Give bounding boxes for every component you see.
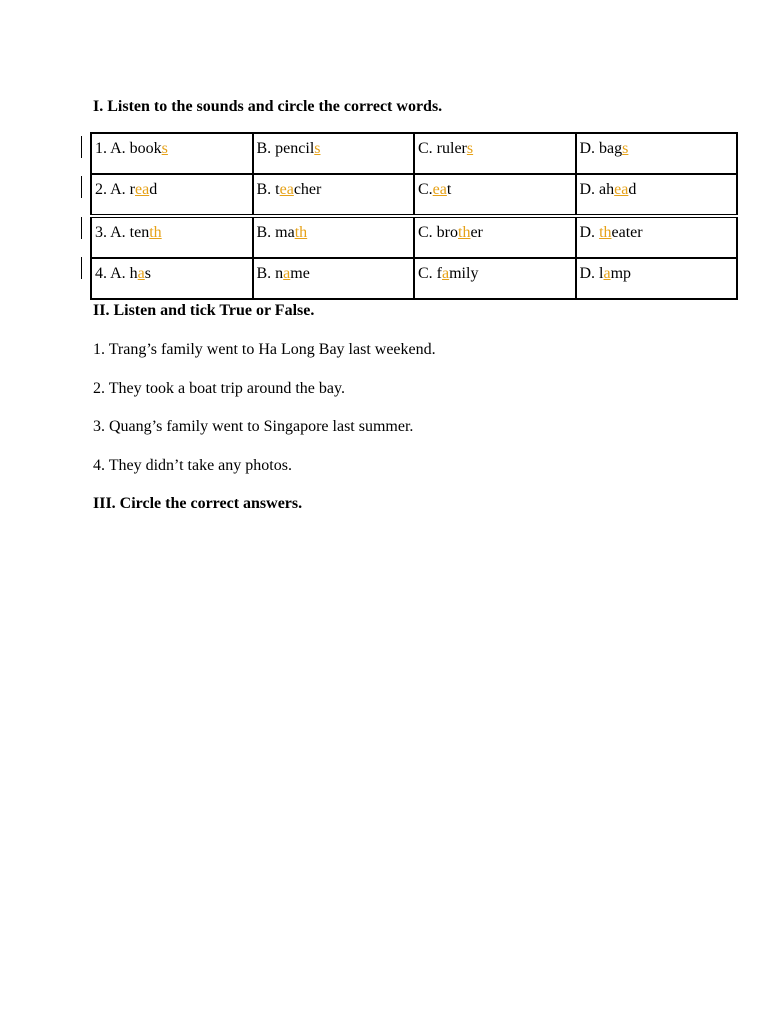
option-text-end: d — [628, 181, 637, 198]
highlighted-sound: s — [161, 140, 168, 157]
highlighted-sound: a — [442, 265, 450, 282]
option-cell[interactable] — [91, 174, 253, 216]
section-3-heading: III. Circle the correct answers. — [93, 495, 303, 512]
highlighted-sound: ea — [135, 181, 150, 198]
section-1-heading: I. Listen to the sounds and circle the correct words. — [93, 98, 443, 115]
highlighted-sound: s — [314, 140, 321, 157]
option-cell[interactable] — [576, 133, 738, 174]
statement-3: 3. Quang’s family went to Singapore last summer. — [93, 418, 414, 435]
option-cell[interactable] — [91, 133, 253, 174]
option-text-end: mily — [449, 265, 479, 282]
table-row — [91, 133, 737, 174]
option-text: D. l — [579, 265, 604, 282]
option-text: C. f — [418, 265, 442, 282]
option-text-end: me — [290, 265, 310, 282]
option-text: D. ah — [579, 181, 615, 198]
option-text-end: cher — [293, 181, 322, 198]
option-cell[interactable] — [91, 216, 253, 258]
row-marker — [81, 176, 82, 198]
option-text-end: t — [446, 181, 452, 198]
option-text: B. t — [256, 181, 280, 198]
row-marker — [81, 136, 82, 158]
option-text: 4. A. h — [95, 265, 138, 282]
option-text-end: mp — [610, 265, 632, 282]
option-text-end: eater — [611, 224, 643, 241]
option-cell[interactable] — [91, 258, 253, 299]
option-cell[interactable] — [414, 174, 576, 216]
option-text: 3. A. ten — [95, 224, 150, 241]
table-row — [91, 174, 737, 216]
option-text: 1. A. book — [95, 140, 162, 157]
highlighted-sound: s — [466, 140, 474, 157]
option-cell[interactable] — [576, 174, 738, 216]
option-cell[interactable] — [576, 216, 738, 258]
option-cell[interactable] — [253, 174, 415, 216]
option-text: B. pencil — [256, 140, 315, 157]
row-marker — [81, 217, 82, 239]
option-cell[interactable] — [414, 258, 576, 299]
option-cell[interactable] — [576, 258, 738, 299]
table-row — [91, 258, 737, 299]
highlighted-sound: ea — [279, 181, 294, 198]
highlighted-sound: th — [599, 224, 612, 241]
highlighted-sound: th — [458, 224, 471, 241]
sounds-table — [90, 132, 738, 300]
option-text-end: er — [470, 224, 483, 241]
table-row — [91, 216, 737, 258]
statement-2: 2. They took a boat trip around the bay. — [93, 380, 345, 397]
option-text: B. ma — [256, 224, 295, 241]
statement-4: 4. They didn’t take any photos. — [93, 457, 292, 474]
option-text: C. ruler — [418, 140, 467, 157]
option-cell[interactable] — [253, 216, 415, 258]
section-2-heading: II. Listen and tick True or False. — [93, 302, 315, 319]
option-text: C. bro — [418, 224, 458, 241]
highlighted-sound: th — [294, 224, 308, 241]
option-text-end: s — [144, 265, 152, 282]
row-marker — [81, 257, 82, 279]
highlighted-sound: a — [283, 265, 291, 282]
highlighted-sound: s — [622, 140, 629, 157]
option-cell[interactable] — [253, 258, 415, 299]
highlighted-sound: ea — [614, 181, 629, 198]
statement-1: 1. Trang’s family went to Ha Long Bay last weekend. — [93, 341, 436, 358]
option-text: C. — [418, 181, 433, 198]
option-text: D. — [579, 224, 600, 241]
option-cell[interactable] — [414, 216, 576, 258]
highlighted-sound: a — [603, 265, 611, 282]
highlighted-sound: th — [149, 224, 162, 241]
option-cell[interactable] — [414, 133, 576, 174]
option-text: B. n — [256, 265, 284, 282]
highlighted-sound: ea — [432, 181, 447, 198]
highlighted-sound: a — [137, 265, 145, 282]
option-cell[interactable] — [253, 133, 415, 174]
option-text-end: d — [149, 181, 158, 198]
option-text: D. bag — [579, 140, 623, 157]
option-text: 2. A. r — [95, 181, 135, 198]
